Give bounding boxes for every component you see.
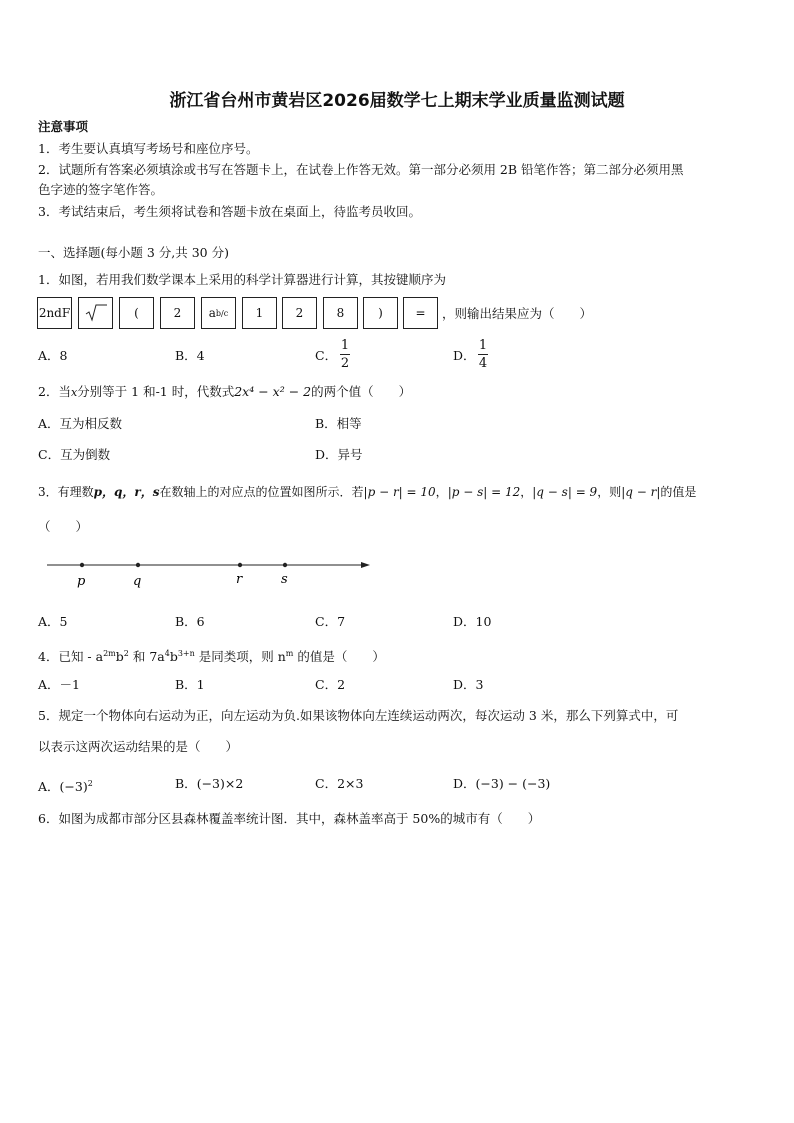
arrow-right-icon <box>361 562 370 568</box>
q2-pre: 2．当 <box>38 384 71 399</box>
q1-stem: 1．如图，若用我们数学课本上采用的科学计算器进行计算，其按键顺序为 <box>38 272 446 287</box>
q5-b-label: B． <box>175 776 197 791</box>
q1-c-denominator: 2 <box>340 356 350 371</box>
q1-option-d-fraction <box>478 338 488 371</box>
point-r <box>238 563 242 567</box>
q1-option-a: A．8 <box>38 348 68 363</box>
number-line <box>40 555 380 591</box>
notice-item-3: 3．考试结束后，考生须将试卷和答题卡放在桌面上，待监考员收回。 <box>38 204 421 219</box>
q5-option-b <box>175 776 243 792</box>
q3-abs-1: |p − r| = 10 <box>363 485 436 499</box>
key-fraction-sup: b/c <box>215 308 229 318</box>
key-sqrt <box>78 297 113 329</box>
q3-option-a: A．5 <box>38 614 68 629</box>
key-equals: = <box>403 297 438 329</box>
q5-option-d <box>453 776 550 792</box>
q1-d-denominator: 4 <box>478 356 488 371</box>
q4-then: 是同类项，则 n <box>194 649 286 664</box>
q2-expression: 2x⁴ − x² − 2 <box>234 384 312 399</box>
q2-option-b: B．相等 <box>315 416 362 431</box>
q1-tail: ，则输出结果应为（ ） <box>442 306 593 321</box>
q2-stem <box>38 384 411 401</box>
key-1: 1 <box>242 297 277 329</box>
key-2: 2 <box>160 297 195 329</box>
q5-c-expr: 2×3 <box>337 776 364 791</box>
q1-c-numerator: 1 <box>340 338 350 353</box>
q4-exp-3: 4 <box>164 649 170 658</box>
q4-option-d: D．3 <box>453 677 484 692</box>
sqrt-icon <box>84 303 108 323</box>
q1-option-b: B．4 <box>175 348 205 363</box>
key-8: 8 <box>323 297 358 329</box>
q5-d-label: D． <box>453 776 476 791</box>
key-2ndf: 2ndF <box>37 297 72 329</box>
q1-option-d: D． <box>453 348 476 363</box>
q3-then: ，则 <box>597 485 622 499</box>
q5-c-label: C． <box>315 776 338 791</box>
q5-stem-line2: 以表示这两次运动结果的是（ ） <box>38 739 239 754</box>
q4-mid: 和 7a <box>128 649 165 664</box>
q4-stem <box>38 646 385 665</box>
q4-exp-1: 2m <box>103 649 116 658</box>
q3-stem: 3．有理数p，q，r，s在数轴上的对应点的位置如图所示．若|p − r| = 10，|p − s| = 12，|q − s| = 9，则|q − r|的值是 <box>38 485 697 499</box>
q3-option-b: B．6 <box>175 614 205 629</box>
q3-mid: 在数轴上的对应点的位置如图所示．若 <box>159 485 364 499</box>
q1-option-c: C． <box>315 348 338 363</box>
q4-exp-4: 3+n <box>177 649 195 658</box>
notice-item-2-cont: 色字迹的签字笔作答。 <box>38 182 164 197</box>
q3-pre: 3．有理数 <box>38 485 94 499</box>
q4-exp-5: m <box>285 649 294 658</box>
q4-pre: 4．已知 - a <box>38 649 104 664</box>
q4-b2: b <box>169 649 178 664</box>
q2-post: 的两个值（ ） <box>311 384 412 399</box>
q5-a-expr: (−3) <box>59 779 88 794</box>
q3-option-d: D．10 <box>453 614 492 629</box>
q6-stem: 6．如图为成都市部分区县森林覆盖率统计图．其中，森林盖率高于 50%的城市有（ ） <box>38 811 541 826</box>
q3-post: 的值是 <box>660 485 697 499</box>
point-p <box>80 563 84 567</box>
q5-option-a <box>38 776 93 795</box>
q2-option-d: D．异号 <box>315 447 363 462</box>
q1-d-numerator: 1 <box>478 338 488 353</box>
notice-item-2: 2．试题所有答案必须填涂或书写在答题卡上，在试卷上作答无效。第一部分必须用 2B 铅笔作答；第二部分必须用黑 <box>38 162 684 177</box>
point-s <box>283 563 287 567</box>
q4-option-a: A．－1 <box>38 677 80 692</box>
q3-abs-2: |p − s| = 12 <box>447 485 521 499</box>
q2-option-c: C．互为倒数 <box>38 447 111 462</box>
q3-option-c: C．7 <box>315 614 346 629</box>
label-s: s <box>281 572 288 587</box>
key-2b: 2 <box>282 297 317 329</box>
key-open-paren: ( <box>119 297 154 329</box>
q2-mid: 分别等于 1 和-1 时，代数式 <box>77 384 235 399</box>
notice-item-1: 1．考生要认真填写考场号和座位序号。 <box>38 141 259 156</box>
q5-b-expr: (−3)×2 <box>196 776 244 791</box>
q3-answer-blank: （ ） <box>38 519 89 534</box>
q4-exp-2: 2 <box>123 649 129 658</box>
q1-option-c-fraction <box>340 338 350 371</box>
q5-stem-line1: 5．规定一个物体向右运动为正，向左运动为负.如果该物体向左连续运动两次，每次运动 3 米，那么下列算式中，可 <box>38 708 679 723</box>
q5-a-label: A． <box>38 779 60 794</box>
key-close-paren: ) <box>363 297 398 329</box>
notice-heading: 注意事项 <box>38 119 89 134</box>
q5-a-sup: 2 <box>87 779 93 788</box>
q5-option-c <box>315 776 363 792</box>
key-fraction-base: a <box>208 306 216 320</box>
page-title: 浙江省台州市黄岩区2026届数学七上期末学业质量监测试题 <box>169 91 625 111</box>
q2-var-x: x <box>70 386 78 399</box>
label-p: p <box>77 574 86 589</box>
key-fraction <box>201 297 236 329</box>
q5-d-expr: (−3) − (−3) <box>475 776 551 791</box>
q4-option-b: B．1 <box>175 677 205 692</box>
label-q: q <box>133 574 142 589</box>
q3-vars: p，q，r，s <box>93 485 160 499</box>
q3-abs-3: |q − s| = 9 <box>532 485 598 499</box>
q4-post: 的值是（ ） <box>293 649 385 664</box>
q3-abs-4: |q − r| <box>621 485 661 499</box>
label-r: r <box>236 572 243 587</box>
point-q <box>136 563 140 567</box>
q4-option-c: C．2 <box>315 677 346 692</box>
section-heading: 一、选择题(每小题 3 分,共 30 分) <box>38 245 229 260</box>
q4-b1: b <box>115 649 124 664</box>
q2-option-a: A．互为相反数 <box>38 416 123 431</box>
